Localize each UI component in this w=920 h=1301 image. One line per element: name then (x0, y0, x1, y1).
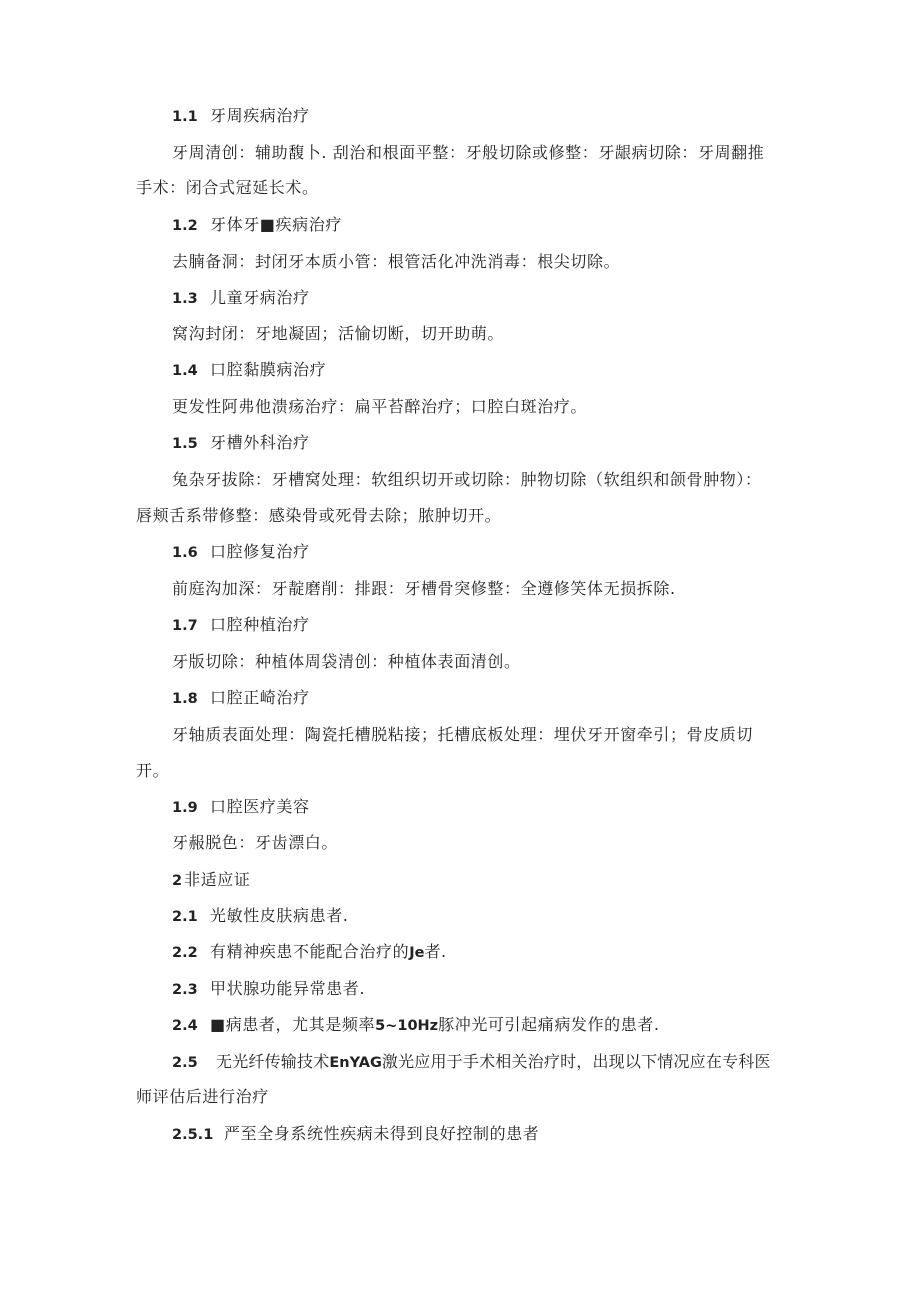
section-title: 儿童牙病治疗 (210, 288, 310, 307)
section-heading (172, 359, 920, 382)
contra-item: 2.1 光敏性皮肤病患者. (172, 905, 920, 928)
item-number: 2.1 (172, 909, 198, 925)
chapter-number: 2 (172, 873, 183, 889)
contra-subitem: 2.5.1 严至全身系统性疾病未得到良好控制的患者 (172, 1123, 920, 1146)
section-title: 牙槽外科治疗 (210, 433, 310, 452)
contra-item: 2.4 ■病患者，尤其是频率5~10Hz豚冲光可引起痛病发作的患者. (172, 1014, 920, 1037)
section-title: 口腔黏膜病治疗 (210, 360, 327, 379)
section-heading (172, 687, 920, 710)
item-number: 2.5 (172, 1055, 198, 1071)
section-number: 1.3 (172, 291, 198, 307)
contra-item: 2.2 有精神疾患不能配合治疗的Je者. (172, 941, 920, 964)
paragraph-line: 去腩备洞：封闭牙本质小管：根管活化冲洗消毒：根尖切除。 (172, 252, 621, 271)
chapter-title: 非适应证 (184, 870, 251, 889)
item-number: 2.4 (172, 1018, 198, 1034)
paragraph-line: 牙版切除：种植体周袋清创：种植体表面清创。 (172, 652, 521, 671)
section-title: 口腔正崎治疗 (210, 688, 310, 707)
paragraph-line: 唇颊舌系带修整：感染骨或死骨去除；脓肿切开。 (136, 506, 502, 525)
section-title: 口腔种植治疗 (210, 615, 310, 634)
section-title: 牙体牙■疾病治疗 (210, 215, 342, 234)
paragraph-line: 开。 (136, 761, 170, 780)
section-heading (172, 796, 920, 819)
section-number: 1.9 (172, 800, 198, 816)
chapter-heading (172, 869, 920, 892)
contra-item: 2.3 甲状腺功能异常患者. (172, 978, 920, 1001)
section-title: 口腔修复治疗 (210, 542, 310, 561)
paragraph-line: 牙轴质表面处理：陶瓷托槽脱粘接；托槽底板处理：埋伏牙开窗牵引；骨皮质切 (172, 725, 754, 744)
section-number: 1.8 (172, 691, 198, 707)
paragraph-line: 兔杂牙拔除：牙槽窝处理：软组织切开或切除：肿物切除（软组织和颌骨肿物）： (172, 470, 762, 489)
section-number: 1.5 (172, 436, 198, 452)
section-number: 1.1 (172, 109, 198, 125)
section-heading (172, 614, 920, 637)
section-title: 口腔医疗美容 (210, 797, 310, 816)
paragraph-line: 师评估后进行治疗 (136, 1087, 269, 1106)
section-heading (172, 214, 920, 237)
paragraph-line: 窝沟封闭：牙地凝固；活愉切断，切开助萌。 (172, 324, 505, 343)
section-number: 1.4 (172, 363, 198, 379)
paragraph-line: 牙周清创：辅助馥卜. 刮治和根面平整：牙般切除或修整：牙龈病切除：牙周翻推 (172, 143, 765, 162)
section-number: 1.2 (172, 218, 198, 234)
paragraph-line: 牙赧脱色：牙齿漂白。 (172, 833, 339, 852)
item-number: 2.2 (172, 945, 198, 961)
section-heading (172, 541, 920, 564)
item-number: 2.3 (172, 982, 198, 998)
section-number: 1.7 (172, 618, 198, 634)
section-heading (172, 432, 920, 455)
contra-item: 2.5 无光纤传输技术EnYAG激光应用于手术相关治疗时，出现以下情况应在专科医 (172, 1051, 920, 1074)
section-heading (172, 287, 920, 310)
paragraph-line: 更发性阿弗他溃疡治疗：扁平苔醉治疗；口腔白斑治疗。 (172, 397, 588, 416)
paragraph-line: 前庭沟加深：牙靛磨削：排跟：牙槽骨突修整：全遵修笑体无损拆除. (172, 579, 676, 598)
paragraph-line: 手术：闭合式冠延长术。 (136, 178, 319, 197)
section-number: 1.6 (172, 545, 198, 561)
item-number: 2.5.1 (172, 1127, 214, 1143)
section-heading (172, 105, 920, 128)
section-title: 牙周疾病治疗 (210, 106, 310, 125)
